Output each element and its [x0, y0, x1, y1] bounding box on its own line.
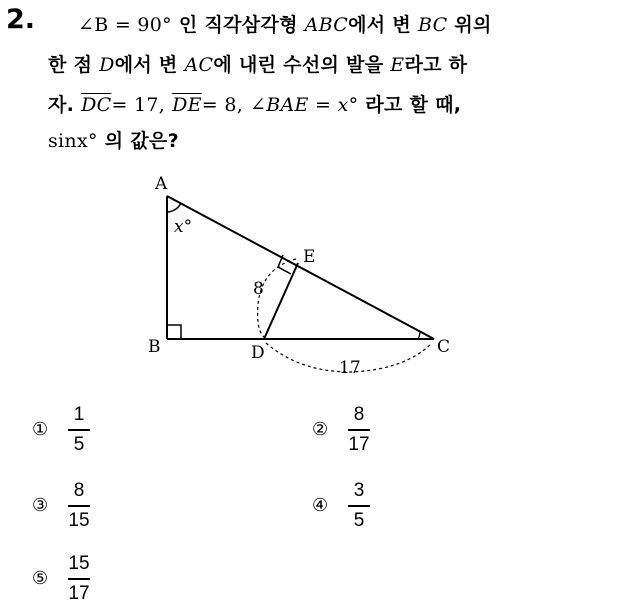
length-label-dc: 17 — [339, 358, 361, 378]
choice-3[interactable] — [32, 480, 90, 532]
denominator: 17 — [68, 582, 90, 604]
side-ac — [167, 196, 434, 339]
text-segment: 에서 변 — [348, 14, 412, 36]
point-label-b: B — [148, 337, 161, 357]
text-segment: 에서 변 — [114, 54, 178, 76]
choice-fraction — [68, 553, 90, 605]
numerator: 3 — [353, 480, 365, 501]
choice-fraction — [68, 404, 90, 456]
denominator: 15 — [68, 509, 90, 531]
text-segment: 자. — [48, 94, 75, 116]
choice-4[interactable] — [312, 480, 370, 532]
text-segment: 위의 — [454, 14, 492, 36]
math-de: $\overline{DE}$ — [172, 94, 202, 116]
point-label-c: C — [437, 337, 451, 357]
text-segment: 의 값은? — [104, 130, 179, 152]
math-abc: ABC — [304, 14, 349, 36]
math-e: E — [390, 54, 405, 76]
choice-1[interactable] — [32, 404, 90, 456]
angle-arc-c — [418, 331, 420, 339]
numerator: 8 — [353, 404, 365, 425]
choice-fraction — [348, 404, 370, 456]
length-label-de: 8 — [253, 279, 264, 299]
question-number: 2. — [6, 4, 36, 35]
choice-fraction — [68, 480, 90, 532]
denominator: 5 — [353, 509, 365, 531]
math-dc-value: = 17, — [111, 94, 166, 116]
text-segment: 한 점 — [48, 54, 93, 76]
numerator: 15 — [68, 553, 90, 574]
angle-arc-a — [167, 203, 181, 212]
fraction-bar — [68, 429, 90, 431]
choice-number: ① — [32, 419, 49, 441]
fraction-bar — [68, 578, 90, 580]
text-segment: 에 내린 수선의 발을 — [213, 54, 384, 76]
text-segment: 라고 할 때, — [365, 94, 462, 116]
point-label-e: E — [303, 247, 316, 267]
numerator: 8 — [73, 480, 85, 501]
math-dc: $\overline{DC}$ — [81, 94, 112, 116]
angle-label-x: x° — [174, 217, 193, 237]
point-label-a: A — [155, 174, 168, 194]
choice-fraction — [348, 480, 370, 532]
text-segment: 인 직각삼각형 — [178, 14, 298, 36]
denominator: 17 — [348, 433, 370, 455]
choice-number: ④ — [312, 495, 329, 517]
choice-2[interactable] — [312, 404, 370, 456]
math-ac: AC — [184, 54, 214, 76]
math-angle-bae: ∠BAE = x° — [250, 94, 359, 116]
math-de-value: = 8, — [201, 94, 244, 116]
choice-5[interactable] — [32, 553, 90, 605]
angle-b-condition: ∠B = 90° — [78, 14, 172, 36]
denominator: 5 — [73, 433, 85, 455]
fraction-bar — [348, 429, 370, 431]
choice-number: ② — [312, 419, 329, 441]
right-angle-mark-b — [167, 325, 181, 339]
math-d: D — [99, 54, 115, 76]
math-sinx: sinx° — [48, 130, 98, 152]
text-segment: 라고 하 — [404, 54, 468, 76]
fraction-bar — [348, 505, 370, 507]
fraction-bar — [68, 505, 90, 507]
numerator: 1 — [73, 404, 85, 425]
choice-number: ③ — [32, 495, 49, 517]
math-bc: BC — [417, 14, 448, 36]
choice-number: ⑤ — [32, 568, 49, 590]
point-label-d: D — [251, 343, 265, 363]
